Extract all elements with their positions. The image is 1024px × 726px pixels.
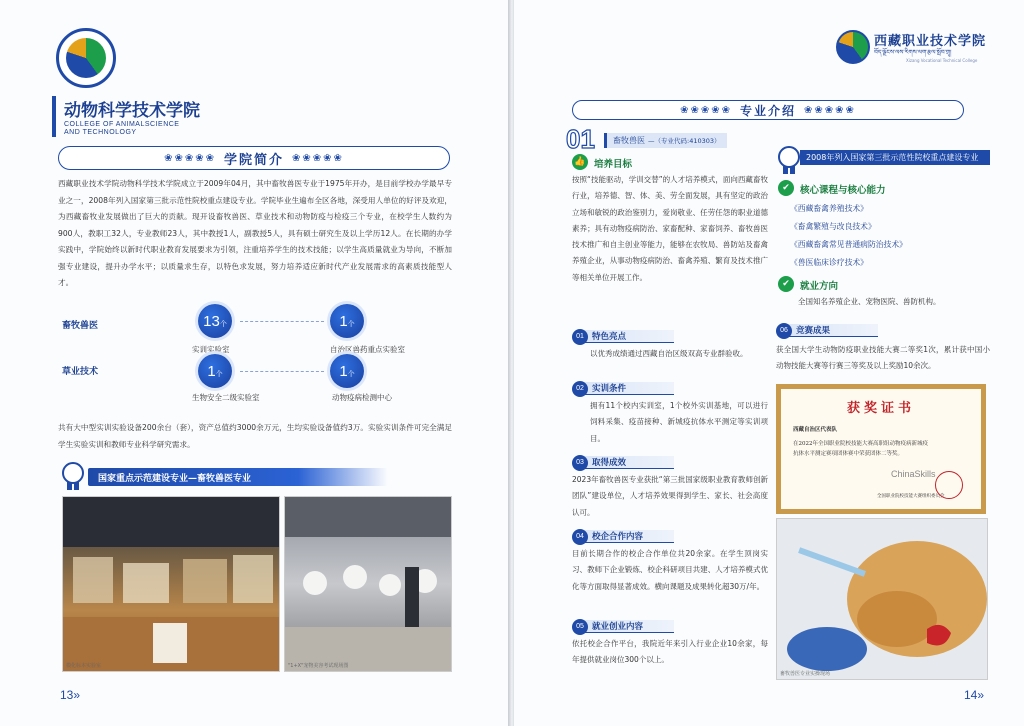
photo-caption: 模化标本实验室 [66,663,102,669]
goal-title: 培养目标 [594,159,633,170]
course-item: 《西藏畜禽常见普通病防治技术》 [790,240,907,249]
equipment-text: 共有大中型实训实验设备200余台（套），资产总值约3000余万元，生均实验设备值约3万。实验实训条件可完全满足学生实验实训和教师专业科学研究需求。 [58,423,452,449]
row-label-grassland: 草业技术 [62,367,99,377]
certificate-line: 抗体水平测定赛项团体赛中荣获团体二等奖。 [793,451,904,457]
pet-grooming-exam-photo [284,496,452,672]
contest-text: 获全国大学生动物防疫职业技能大赛二等奖1次，累计获中国小动物技能大赛等行赛三等奖及以上奖励10余次。 [776,345,990,371]
thumbs-up-icon: 👍 [572,154,588,170]
checkmark-icon: ✔ [778,276,794,292]
stat-badge: 1 个 [330,354,364,388]
connector-line [240,371,324,372]
school-name-cn: 西藏职业技术学院 [874,34,987,49]
course-item: 《兽医临床诊疗技术》 [790,258,868,267]
intro-heading [58,146,450,170]
major-code: —（专业代码:410303） [648,137,721,145]
course-item: 《西藏畜禽养殖技术》 [790,204,868,213]
major-tag [604,133,727,148]
stat-label: 生物安全二级实验室 [192,393,260,402]
section-text: 依托校企合作平台，我院近年来引入行业企业10余家，每年提供就业岗位300个以上。 [572,639,768,665]
college-name-en-2: AND TECHNOLOGY [64,129,137,136]
ornament-icon: ❀❀❀❀❀ [804,104,856,116]
section-text: 以优秀成绩通过西藏自治区级双高专业群验收。 [590,349,748,358]
award-certificate [776,384,986,514]
certificate-line: 在2022年全国职业院校技能大赛高职组动物疫病新城疫 [793,441,928,447]
stat-label: 自治区兽药重点实验室 [330,345,405,354]
grooming-exam-illustration [285,497,452,672]
specimen-lab-photo [62,496,280,672]
career-title: 就业方向 [800,281,839,292]
section-text: 拥有11个校内实训室，1个校外实训基地，可以进行饲料采集、疫苗接种、新城疫抗体水平测定等实训项目。 [590,401,768,443]
section-heading: 02 实训条件 [572,382,674,395]
stat-badge: 1 个 [198,354,232,388]
certificate-issuer: 全国职业院校技能大赛组织委员会 [877,494,945,499]
certificate-line: 西藏自治区代表队 [793,427,838,433]
core-courses-title: 核心课程与核心能力 [800,185,886,196]
certificate-title: 获奖证书 [846,401,915,416]
goal-text: 按照“技能驱动，学训交替”的人才培养模式，面向西藏畜牧行业，培养德、智、体、美、劳全面发展，具有坚定的政治立场和敏锐的政治鉴别力，爱岗敬业、任劳任怨的职业道德素养；具有动物疫病防治、家畜配种、家畜饲养、畜牧兽医技术推广和自主创业等能力，能够在农牧局、兽防站及畜禽养殖企业，从事动物疫病防治、畜禽养殖、繁育及技术推广等相关单位开展工作。 [572,175,768,282]
ornament-icon: ❀❀❀❀❀ [164,152,216,164]
major-intro-heading [572,100,964,120]
section-heading: 05 就业创业内容 [572,620,674,633]
school-logo [836,30,870,64]
demonstration-major-bar: 2008年列入国家第三批示范性院校重点建设专业 [800,150,990,165]
section-heading: 04 校企合作内容 [572,530,674,543]
college-title [52,96,200,137]
section-heading: 03 取得成效 [572,456,674,469]
stat-badge: 1 个 [330,304,364,338]
stat-label: 实训实验室 [192,345,230,354]
vaccination-illustration [777,519,988,680]
college-name-cn: 动物科学技术学院 [64,101,200,121]
page-number: 14» [964,688,985,702]
major-number: 01 [566,124,595,154]
major-intro-title: 专业介绍 [739,103,796,118]
photo-caption: 畜牧兽医专业实操现场 [780,671,831,677]
specimen-lab-illustration [63,497,280,672]
right-page [514,0,1024,726]
ornament-icon: ❀❀❀❀❀ [680,104,732,116]
major-name: 畜牧兽医 [613,136,645,145]
row-label-animal-husbandry: 畜牧兽医 [62,321,99,331]
college-logo [56,28,116,88]
red-seal-icon [935,471,963,499]
intro-title: 学院简介 [223,152,284,168]
page-number: 13» [60,688,81,702]
section-heading: 06 竞赛成果 [776,324,878,337]
section-text: 2023年畜牧兽医专业获批“第三批国家级职业教育教师创新团队”建设单位，人才培养效果得到学生、家长、社会高度认可。 [572,475,768,517]
stat-badge: 13 个 [198,304,232,338]
chinaskills-mark: ChinaSkills [891,469,936,479]
key-major-banner: 国家重点示范建设专业—畜牧兽医专业 [88,468,388,486]
section-text: 目前长期合作的校企合作单位共20余家。在学生顶岗实习、教师下企业锻炼、校企科研项目共建、人才培养模式优化等方面取得显著成效。横向课题及成果转化超30万/年。 [572,549,768,591]
college-name-en-1: COLLEGE OF ANIMALSCIENCE [64,121,180,128]
school-name-en: Xizang Vocational Technical College [906,58,978,63]
intro-text: 西藏职业技术学院动物科学技术学院成立于2009年04月，其中畜牧兽医专业于1975年开办，是目前学校办学最早专业之一，2008年列入国家第三批示范性院校重点建设专业。学院毕业生遍布全区各地，深受用人单位的好评及欢迎，为西藏畜牧业发展做出了巨大的贡献。现开设畜牧兽医、草业技术和动物防疫与检疫三个专业，在校学生人数约为900人，教职工32人，专业教师23人，其中教授1人，副教授5人，具有硕士研究生及以上学历12人。在长期的办学实践中，学院始终以新时代职业教育发展要求为引领，注重培养学生的技术技能；以学生高质量就业为导向，不断加强专业建设，提升办学水平；以质量求生存，以特色求发展，努力培养适应新时代产业发展需求的高素质技能型人才。 [58,179,452,287]
connector-line [240,321,324,322]
photo-caption: "1+X"宠物美容考试现场图 [288,663,349,669]
left-page [0,0,510,726]
course-item: 《畜禽繁殖与改良技术》 [790,222,876,231]
career-text: 全国知名养殖企业、宠物医院、兽防机构。 [798,297,941,306]
checkmark-icon: ✔ [778,180,794,196]
section-heading: 01 特色亮点 [572,330,674,343]
medal-icon [60,462,86,492]
medal-icon [776,146,802,176]
practical-operation-photo [776,518,988,680]
ornament-icon: ❀❀❀❀❀ [292,152,344,164]
stat-label: 动物疫病检测中心 [332,393,392,402]
school-name-tibetan: བོད་ལྗོངས་ལས་རིགས་ལག་རྩལ་སློབ་གྲྭ། [874,49,952,56]
